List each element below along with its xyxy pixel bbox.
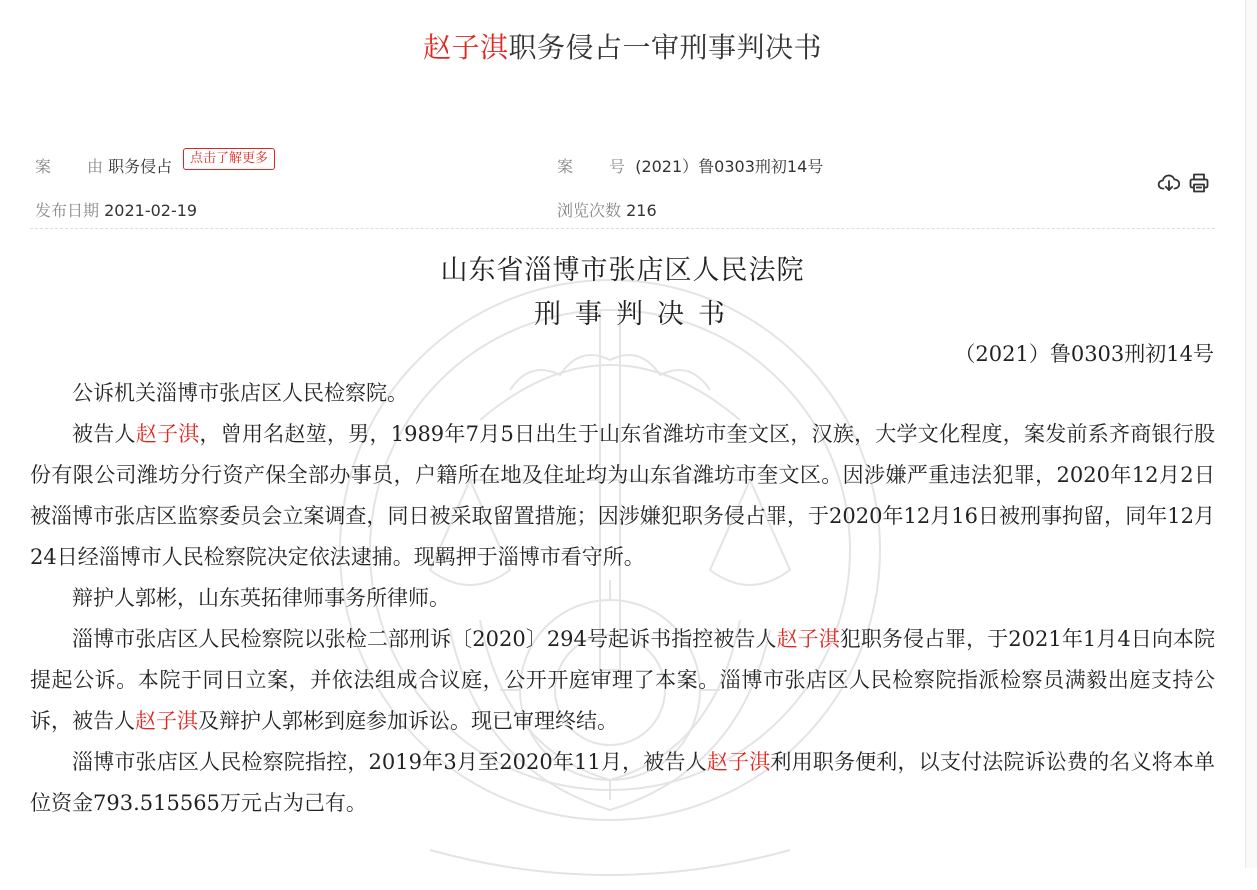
paragraph-defender: 辩护人郭彬，山东英拓律师事务所律师。 [72, 586, 450, 610]
paragraph-defendant [30, 414, 1215, 578]
views-label: 浏览次数 [557, 201, 622, 220]
more-info-link[interactable]: 点击了解更多 [183, 148, 275, 170]
defendant-name: 赵子淇 [135, 422, 200, 446]
meta-case-number [557, 154, 823, 177]
date-value: 2021-02-19 [104, 201, 198, 220]
title-rest: 职务侵占一审刑事判决书 [508, 31, 823, 64]
paragraph-charge [30, 742, 1215, 824]
case-no-label-a: 案 [557, 157, 574, 176]
defendant-name: 赵子淇 [706, 750, 771, 774]
toolbar [1157, 171, 1211, 195]
meta-views [557, 198, 657, 221]
meta-divider [30, 228, 1215, 229]
print-icon[interactable] [1187, 171, 1211, 195]
paragraph-prosecutor: 公诉机关淄博市张店区人民检察院。 [72, 381, 408, 405]
scrollbar[interactable] [1245, 0, 1257, 868]
defendant-name: 赵子淇 [135, 709, 198, 733]
p4-text-b: 犯职务侵占罪，于2021年1月4日向本院提起公诉。本院于同日立案，并依法组成合议庭，公开开庭审理了本案。淄博市张店区人民检察院指派检察员满毅出庭支持公诉，被告人 [30, 627, 1216, 733]
meta-cause [35, 154, 172, 177]
views-value: 216 [626, 201, 657, 220]
court-name: 山东省淄博市张店区人民法院 [440, 255, 805, 286]
case-no-value: (2021）鲁0303刑初14号 [635, 157, 824, 176]
p4-text-a: 淄博市张店区人民检察院以张检二部刑诉〔2020〕294号起诉书指控被告人 [72, 627, 777, 651]
cause-label-a: 案 [35, 157, 52, 176]
download-icon[interactable] [1157, 171, 1181, 195]
p5-text-a: 淄博市张店区人民检察院指控，2019年3月至2020年11月，被告人 [72, 750, 707, 774]
cause-value: 职务侵占 [108, 157, 173, 176]
document-number: （2021）鲁0303刑初14号 [954, 342, 1214, 366]
judgment-body [30, 373, 1215, 824]
date-label: 发布日期 [35, 201, 100, 220]
title-defendant-name: 赵子淇 [422, 31, 509, 64]
cause-label-b: 由 [87, 157, 104, 176]
paragraph-procedure [30, 619, 1215, 742]
page-title [0, 26, 1245, 66]
meta-publish-date [35, 198, 197, 221]
p2-text-b: ，曾用名赵堃，男，1989年7月5日出生于山东省潍坊市奎文区，汉族，大学文化程度，案发前系齐商银行股份有限公司潍坊分行资产保全部办事员，户籍所在地及住址均为山东省潍坊市奎文区。因涉嫌严重违法犯罪，2020年12月2日被淄博市张店区监察委员会立案调查，同日被采取留置措施；因涉嫌犯职务侵占罪，于2020年12月16日被刑事拘留，同年12月24日经淄博市人民检察院决定依法逮捕。现羁押于淄博市看守所。 [30, 422, 1216, 569]
p5-text-b: 利用职务便利，以支付法院诉讼费的名义将本单位资金793.515565万元占为己有。 [30, 750, 1216, 815]
defendant-name: 赵子淇 [776, 627, 840, 651]
case-no-label-b: 号 [609, 157, 626, 176]
p2-text-a: 被告人 [72, 422, 136, 446]
document-type: 刑事判决书 [534, 299, 739, 330]
p4-text-c: 及辩护人郭彬到庭参加诉讼。现已审理终结。 [198, 709, 618, 733]
